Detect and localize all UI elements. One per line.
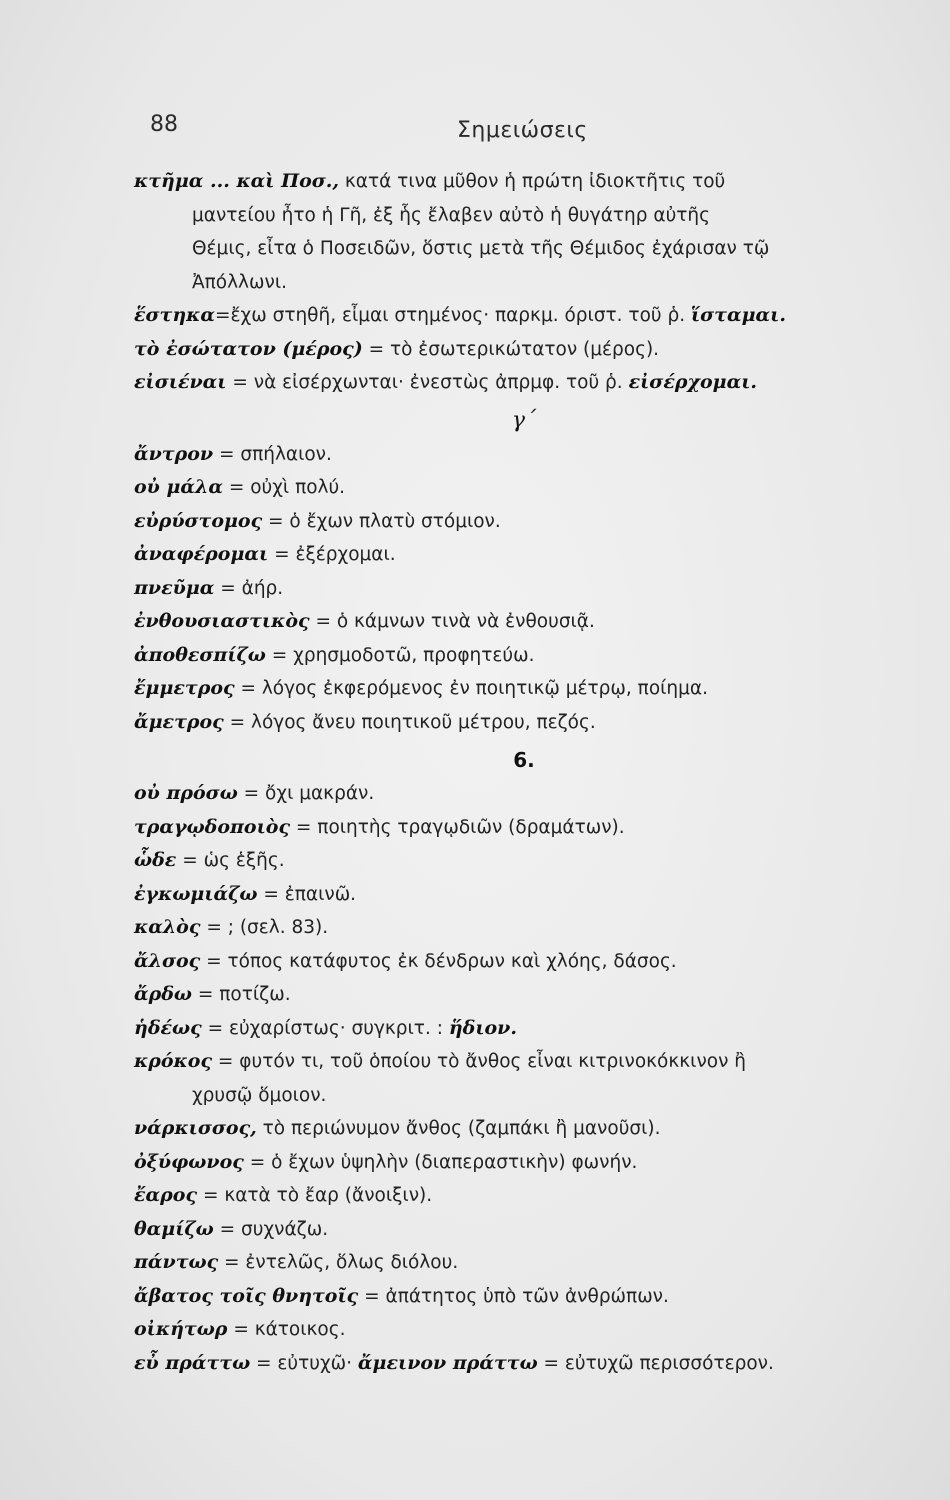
- definition-text: =ἔχω στηθῆ, εἶμαι στημένος· παρκμ. όριστ. τοῦ ῥ.: [215, 305, 691, 326]
- definition-text: χρυσῷ ὅμοιον.: [192, 1084, 327, 1106]
- glossary-entry: [134, 945, 904, 979]
- glossary-entry: [134, 639, 904, 673]
- glossary-block-2: [134, 438, 904, 740]
- glossary-entry: [134, 605, 904, 639]
- definition-text: = συχνάζω.: [213, 1218, 329, 1240]
- glossary-term: οὐ μάλα: [134, 476, 223, 498]
- definition-text: κατά τινα μῦθον ἡ πρώτη ἰδιοκτῆτις τοῦ: [338, 171, 726, 192]
- glossary-entry: [134, 1146, 904, 1180]
- definition-text: = ἀήρ.: [214, 577, 284, 599]
- glossary-term: ἡδέως: [134, 1016, 202, 1039]
- glossary-continuation: [134, 1079, 904, 1113]
- glossary-term: ἄμετρος: [134, 710, 224, 733]
- definition-text: = ποτίζω.: [192, 984, 291, 1005]
- glossary-term: ἔμμετρος: [134, 677, 235, 699]
- definition-text: = τόπος κατάφυτος ἐκ δένδρων καὶ χλόης, δάσος.: [200, 950, 677, 972]
- definition-text: = λόγος ἄνευ ποιητικοῦ μέτρου, πεζός.: [223, 711, 596, 733]
- glossary-term: εἰσέρχομαι.: [628, 371, 758, 393]
- glossary-term: οὐ πρόσω: [134, 782, 238, 804]
- glossary-term: ἐνθουσιαστικὸς: [134, 610, 310, 632]
- glossary-term: ἄλσος: [134, 949, 201, 972]
- glossary-entry: [134, 165, 904, 199]
- definition-text: = κάτοικος.: [227, 1319, 346, 1340]
- glossary-entry: [134, 333, 904, 367]
- glossary-term: ἥδιον.: [448, 1016, 517, 1039]
- glossary-term: ἄβατος τοῖς θνητοῖς: [134, 1284, 359, 1307]
- glossary-entry: [134, 471, 904, 505]
- glossary-term: νάρκισσος,: [134, 1117, 257, 1139]
- glossary-term: ἀναφέρομαι: [134, 543, 269, 565]
- glossary-term: θαμίζω: [134, 1217, 214, 1240]
- definition-text: = χρησμοδοτῶ, προφητεύω.: [265, 644, 535, 666]
- glossary-term: οἰκήτωρ: [134, 1318, 228, 1340]
- definition-text: τὸ περιώνυμον ἄνθος (ζαμπάκι ἢ μανοῦσι).: [256, 1118, 661, 1139]
- glossary-entry: [134, 299, 904, 333]
- glossary-entry: [134, 844, 904, 878]
- glossary-term: ἄμεινον πράττω: [357, 1351, 538, 1374]
- definition-text: = ὡς ἑξῆς.: [176, 850, 285, 871]
- glossary-entry: [134, 1213, 904, 1247]
- glossary-term: ἀποθεσπίζω: [134, 643, 266, 666]
- glossary-entry: [134, 777, 904, 811]
- glossary-entry: [134, 1313, 904, 1347]
- definition-text: = ἐπαινῶ.: [257, 883, 357, 905]
- glossary-term: ὧδε: [134, 849, 177, 871]
- glossary-entry: [134, 978, 904, 1012]
- glossary-term: κτῆμα ... καὶ Ποσ.,: [134, 170, 339, 192]
- glossary-term: ἔαρος: [134, 1184, 198, 1206]
- glossary-entry: [134, 1045, 904, 1079]
- glossary-entry: [134, 438, 904, 472]
- glossary-block-3: [134, 777, 904, 1380]
- glossary-entry: [134, 1280, 904, 1314]
- glossary-term: ἐγκωμιάζω: [134, 882, 258, 905]
- definition-text: = σπήλαιον.: [213, 443, 332, 465]
- glossary-continuation: [134, 199, 904, 233]
- glossary-term: ἕστηκα: [134, 304, 216, 326]
- definition-text: = εὐχαρίστως· συγκριτ. :: [201, 1017, 449, 1039]
- glossary-term: ἄντρον: [134, 442, 214, 465]
- glossary-term: κρόκος: [134, 1050, 213, 1072]
- page-title: Σημειώσεις: [457, 118, 588, 143]
- glossary-entry: [134, 911, 904, 945]
- definition-text: μαντείου ἦτο ἡ Γῆ, ἐξ ἧς ἔλαβεν αὐτὸ ἡ θυγάτηρ αὐτῆς: [192, 204, 710, 226]
- definition-text: = ὁ ἔχων ὑψηλὴν (διαπεραστικὴν) φωνήν.: [243, 1151, 638, 1173]
- glossary-entry: [134, 672, 904, 706]
- definition-text: = ὁ ἔχων πλατὺ στόμιον.: [262, 510, 501, 532]
- glossary-entry: [134, 706, 904, 740]
- glossary-entry: [134, 1112, 904, 1146]
- definition-text: = εὐτυχῶ·: [250, 1352, 358, 1374]
- glossary-entry: [134, 366, 904, 400]
- definition-text: = ἐντελῶς, ὅλως διόλου.: [218, 1252, 459, 1273]
- glossary-entry: [134, 1347, 904, 1381]
- glossary-term: ὀξύφωνος: [134, 1150, 244, 1173]
- glossary-entry: [134, 572, 904, 606]
- definition-text: = ὁ κάμνων τινὰ νὰ ἐνθουσιᾷ.: [309, 611, 595, 632]
- definition-text: = ποιητὴς τραγῳδιῶν (δραμάτων).: [290, 816, 625, 838]
- definition-text: = ; (σελ. 83).: [200, 917, 329, 938]
- glossary-term: καλὸς: [134, 916, 201, 938]
- glossary-term: ἵσταμαι.: [690, 304, 786, 326]
- definition-text: = τὸ ἐσωτερικώτατον (μέρος).: [362, 338, 660, 360]
- definition-text: = κατὰ τὸ ἔαρ (ἄνοιξιν).: [197, 1185, 433, 1206]
- glossary-entry: [134, 1179, 904, 1213]
- glossary-entry: [134, 811, 904, 845]
- running-header: [0, 112, 950, 152]
- glossary-body: [134, 165, 904, 1380]
- glossary-entry: [134, 1012, 904, 1046]
- definition-text: = ὄχι μακράν.: [237, 783, 375, 804]
- definition-text: = εὐτυχῶ περισσότερον.: [537, 1352, 774, 1374]
- glossary-entry: [134, 538, 904, 572]
- glossary-term: εἰσιέναι: [134, 371, 227, 393]
- definition-text: = ἐξέρχομαι.: [268, 544, 396, 565]
- page-number: 88: [150, 112, 178, 137]
- glossary-entry: [134, 878, 904, 912]
- section-marker-gamma: γ΄: [511, 407, 537, 433]
- definition-text: Ἀπόλλωνι.: [192, 271, 287, 293]
- glossary-term: τὸ ἐσώτατον (μέρος): [134, 337, 363, 360]
- glossary-entry: [134, 1246, 904, 1280]
- definition-text: Θέμις, εἶτα ὁ Ποσειδῶν, ὅστις μετὰ τῆς Θέμιδος ἐχάρισαν τῷ: [192, 238, 770, 259]
- section-marker-six: 6.: [513, 748, 535, 772]
- definition-text: = φυτόν τι, τοῦ ὁποίου τὸ ἄνθος εἶναι κιτρινοκόκκινον ἢ: [212, 1051, 747, 1072]
- glossary-term: εὖ πράττω: [134, 1351, 251, 1374]
- glossary-entry: [134, 505, 904, 539]
- definition-text: = οὐχὶ πολύ.: [222, 477, 346, 498]
- glossary-continuation: [134, 266, 904, 300]
- definition-text: = ἀπάτητος ὑπὸ τῶν ἀνθρώπων.: [358, 1285, 669, 1307]
- glossary-term: τραγῳδοποιὸς: [134, 815, 291, 838]
- definition-text: = λόγος ἐκφερόμενος ἐν ποιητικῷ μέτρῳ, ποίημα.: [234, 678, 708, 699]
- definition-text: = νὰ εἰσέρχωνται· ἐνεστὼς ἀπρμφ. τοῦ ῥ.: [226, 372, 629, 393]
- glossary-term: εὐρύστομος: [134, 509, 263, 532]
- glossary-block-1: [134, 165, 904, 400]
- glossary-term: ἄρδω: [134, 983, 193, 1005]
- glossary-term: πνεῦμα: [134, 576, 215, 599]
- glossary-term: πάντως: [134, 1251, 219, 1273]
- glossary-continuation: [134, 232, 904, 266]
